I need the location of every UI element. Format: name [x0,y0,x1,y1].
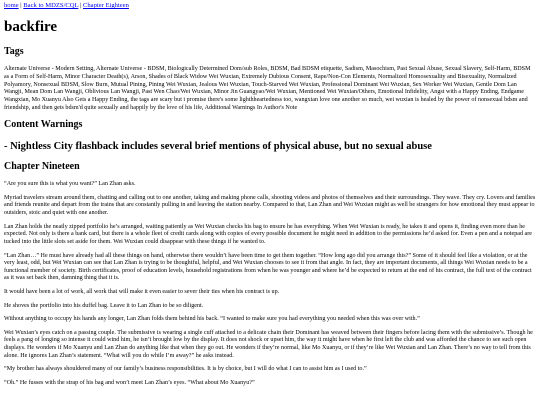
content-warning-item: - Nightless City flashback includes several brief mentions of physical abuse, but no sexual abuse [4,140,432,152]
navigation-bar [4,2,536,10]
content-warnings-heading: Content Warnings [4,119,83,131]
next-chapter-link[interactable]: Chapter Eighteen [82,2,129,9]
back-to-fandom-link[interactable]: Back to MDZS/CQL [23,2,79,9]
chapter-body [4,181,536,387]
paragraph: Wei Wuxian’s eyes catch on a passing couple. The submissive is wearing a single cuff attached to a delicate chain their Dominant has weaved between their fingers before lacing them with the submissive’s. Though he feels a pang of longing so intense it could wind him, he isn’t brought low by the display. It does not shock or upset him, the way it might have when he first left the club and was afforded the chance to see such open displays. He wonders if Mo Xuanyu and Lan Zhan do anything like that when they go out. He wonders if they’re normal, like Mo Xuanyu, or if they’re like Wei Wuxian and Lan Zhan. There’s no way to tell from this alone. He ignores Lan Zhan’s statement. “What will you do while I’m away?” he asks instead. [4,329,533,359]
tags-heading: Tags [4,45,24,57]
tags-list: Alternate Universe - Modern Setting, Alternate Universe - BDSM, Biologically Determined Dom/sub Roles, BDSM, Bad BDSM etiquette, Sadism, Masochism, Past Sexual Abuse, Sexual Slavery, Self-Harm, BDSM as a Form of Self-Harm, Minor Character Death(s), Arson, Shades of Black Widow Wei Wuxian, Extremely Dubious Consent, Rape/Non-Con Elements, Normalized Homosexuality and Bisexuality, Normalized Polyamory, Nonsexual BDSM, Slow Burn, Mutual Pining, Pining Wei Wuxian, Jealous Wei Wuxian, Touch-Starved Wei Wuxian, Professional Dominant Wei Wuxian, Sex Worker Wei Wuxian, Gentle Dom Lan Wangji, Mean Dom Lan Wangji, Oblivious Lan Wangji, Past Wen Chao/Wei Wuxian, Minor Jin Guangyao/Wei Wuxian, Mentioned Wei Wuxian/Others, Emotional Infidelity, Angst with a Happy Ending, Endgame Wangxian, Mo Xuanyu Also Gets a Happy Ending, the tags are scary but i promise there's some lighthheartedness too, wangxian love one another so much, wei wuxian is healed by the power of nonsexual bdsm and friendship, and then gets bdsm'd quite sexually and happily by the love of his life, Additional Warnings In Author's Note [4,66,531,111]
work-title: backfire [4,19,58,36]
paragraph: He shoves the portfolio into his duffel bag. Leave it to Lan Zhan to be so diligent. [4,302,204,309]
nav-separator: | [78,2,83,9]
paragraph: Myriad travelers stream around them, chatting and calling out to one another, taking and making phone calls, shooting videos and photos of themselves and their surroundings. They wave. They cry. Lovers and families and friends reunite and depart from the trains that are constantly pulling in and leaving the station nearby. Compared to that, Lan Zhan and Wei Wuxian might as well be strangers for how emotional they must appear to outsiders, stoic and quiet with one another. [4,194,536,217]
paragraph: “My brother has always shouldered many of our family’s business responsibilities. It is by choice, but I will do what I can to assist him as I used to.” [4,366,367,373]
chapter-heading: Chapter Nineteen [4,160,80,172]
paragraph: It would have been a lot of work, all work that will make it even easier to sever their ties when his contract is up. [4,288,280,295]
paragraph: Without anything to occupy his hands any longer, Lan Zhan folds them behind his back. “I wanted to make sure you had everything you needed when this was over with.” [4,316,420,323]
home-link[interactable]: home [4,2,19,9]
paragraph: Lan Zhan holds the neatly zipped portfolio he’s arranged, waiting patiently as Wei Wuxian checks his bag to ensure he has everything. When Wei Wuxian is ready, he takes it and opens it, finding even more than he expected. Not only is there a bank card, but there is a whole fleet of credit cards along with copies of every possible document he might need in addition to the permissions he’d asked for. Even a pen and a notepad are tucked into the little slots set aside for them. Wei Wuxian could disappear with these things if he wanted to. [4,223,532,245]
paragraph: “Are you sure this is what you want?” Lan Zhan asks. [4,181,136,188]
nav-separator: | [18,2,24,9]
paragraph: “Lan Zhan…” He must have already had all these things on hand, otherwise there wouldn’t have been time to get them together. “How long ago did you arrange this?” Some of it should feel like a violation, or at the very least, odd, but Wei Wuxian can see that Lan Zhan is trying to be thoughtful, helpful, and Wei Wuxian chooses to see it from that angle. In fact, they are important documents, all things Wei Wuxian needs to be a functional member of society. Birth certificates, proof of education levels, household registrations from when he was younger and where he’d be expected to return at the end of his contract, the full text of the contract as it was set back then, damning thing that it is. [4,252,532,282]
paragraph: “Oh.” He fusses with the strap of his bag and won’t meet Lan Zhan’s eyes. “What about Mo Xuanyu?” [4,379,255,386]
